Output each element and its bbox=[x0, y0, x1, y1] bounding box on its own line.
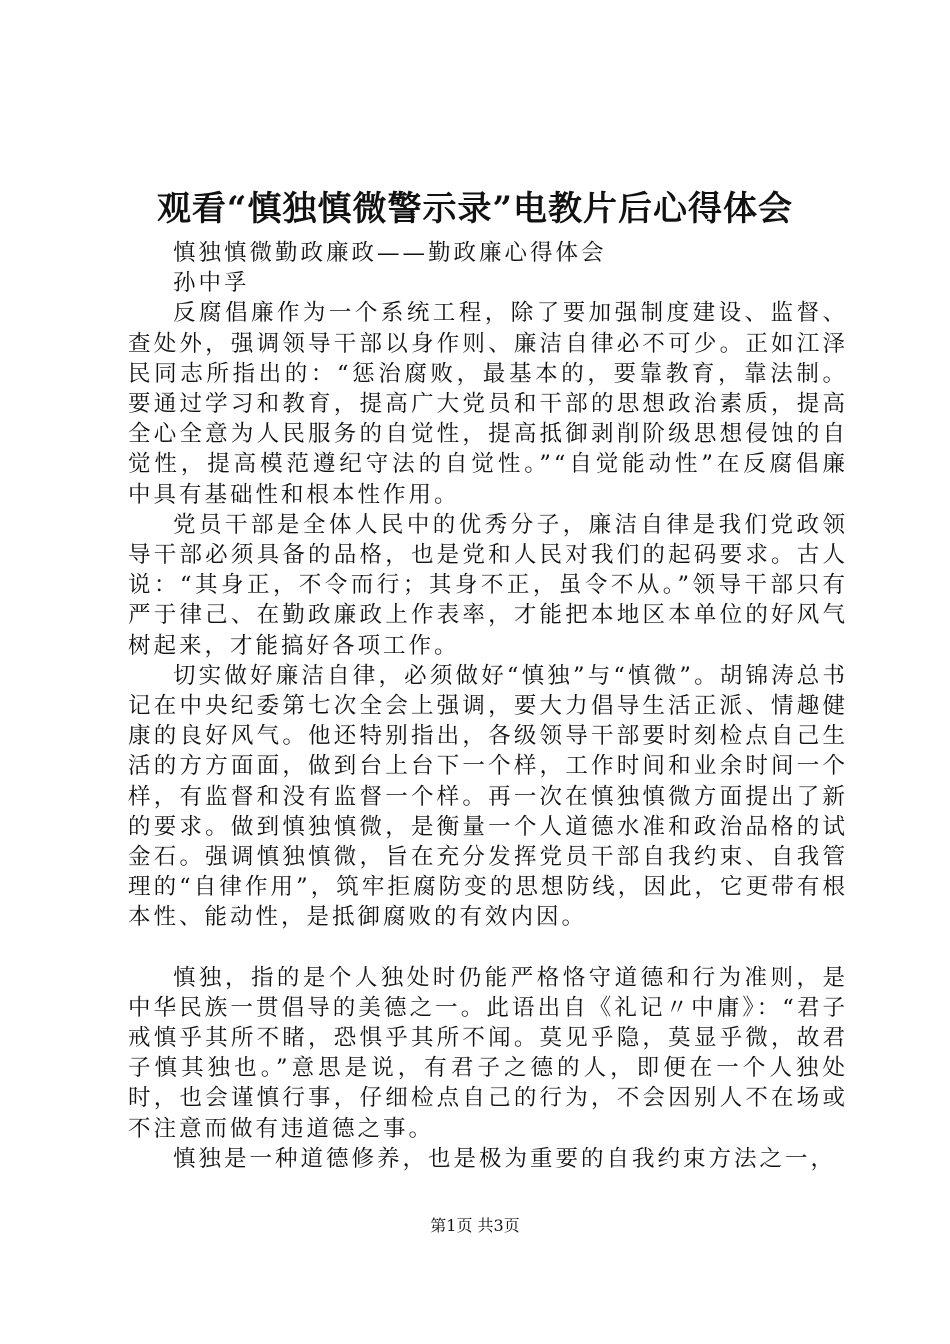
paragraph: 反腐倡廉作为一个系统工程，除了要加强制度建设、监督、查处外，强调领导干部以身作则、廉洁自律必不可少。正如江泽民同志所指出的：“惩治腐败，最基本的，要靠教育，靠法制。要通过学习和教育，提高广大党员和干部的思想政治素质，提高全心全意为人民服务的自觉性，提高抵御剥削阶级思想侵蚀的自觉性，提高模范遵纪守法的自觉性。”“自觉能动性”在反腐倡廉中具有基础性和根本性作用。 bbox=[128, 300, 848, 508]
document-subtitle: 慎独慎微勤政廉政——勤政廉心得体会 bbox=[173, 240, 607, 266]
document-body bbox=[128, 238, 848, 1174]
paragraph: 党员干部是全体人民中的优秀分子，廉洁自律是我们党政领导干部必须具备的品格，也是党和人民对我们的起码要求。古人说：“其身正，不令而行；其身不正，虽令不从。”领导干部只有严于律己、在勤政廉政上作表率，才能把本地区本单位的好风气树起来，才能搞好各项工作。 bbox=[128, 511, 848, 659]
paragraph: 切实做好廉洁自律，必须做好“慎独”与“慎微”。胡锦涛总书记在中央纪委第七次全会上强调，要大力倡导生活正派、情趣健康的良好风气。他还特别指出，各级领导干部要时刻检点自己生活的方方面面，做到台上台下一个样，工作时间和业余时间一个样，有监督和没有监督一个样。再一次在慎独慎微方面提出了新的要求。做到慎独慎微，是衡量一个人道德水准和政治品格的试金石。强调慎独慎微，旨在充分发挥党员干部自我约束、自我管理的“自律作用”，筑牢拒腐防变的思想防线，因此，它更带有根本性、能动性，是抵御腐败的有效内因。 bbox=[128, 662, 848, 931]
paragraph: 慎独是一种道德修养，也是极为重要的自我约束方法之一， bbox=[173, 1145, 837, 1172]
document-author: 孙中孚 bbox=[173, 270, 250, 297]
paragraph: 慎独，指的是个人独处时仍能严格恪守道德和行为准则，是中华民族一贯倡导的美德之一。此语出自《礼记〃中庸》：“君子戒慎乎其所不睹，恐惧乎其所不闻。莫见乎隐，莫显乎微，故君子慎其独也。”意思是说，有君子之德的人，即便在一个人独处时，也会谨慎行事，仔细检点自己的行为，不会因别人不在场或不注意而做有违道德之事。 bbox=[128, 964, 848, 1142]
page-number: 第1页 共3页 bbox=[430, 1216, 520, 1235]
document-title: 观看“慎独慎微警示录”电教片后心得体会 bbox=[156, 189, 794, 229]
